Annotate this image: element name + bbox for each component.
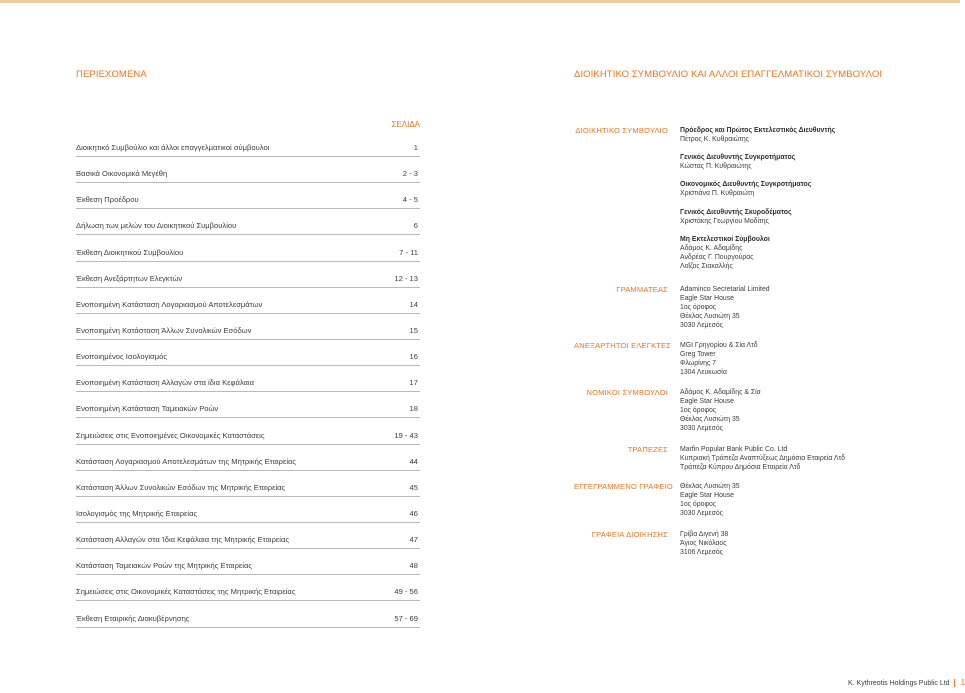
address-line: Αδάμος Κ. Αδαμίδης & Σία [680,389,761,396]
board-role: Γενικός Διευθυντής Συγκροτήματος [680,154,796,162]
auditors-label: ΑΝΕΞΑΡΤΗΤΟΙ ΕΛΕΓΚΤΕΣ [574,341,672,350]
toc-row[interactable] [76,191,420,209]
toc-entry-title: Κατάσταση Λογαριασμού Αποτελεσμάτων της Μητρικής Εταιρείας [76,456,297,466]
board-member-name: Χριστιάνα Π. Κυθραιώτη [680,190,755,198]
top-accent-rule [0,0,960,3]
toc-row[interactable] [76,139,420,157]
board-member-name: Ανδρέας Γ. Πουργούρας [680,253,754,261]
toc-row[interactable] [76,348,420,366]
address-line: 3106 Λεμεσός [680,549,723,557]
toc-row[interactable] [76,531,420,549]
toc-entry-page: 19 - 43 [394,430,418,440]
registered-office-section [574,482,874,518]
secretary-address [680,285,770,330]
toc-entry-page: 47 [409,535,418,545]
address-line: Θέκλας Λυσιώτη 35 [680,313,740,321]
table-of-contents [76,120,420,628]
toc-entry-title: Έκθεση Προέδρου [76,195,139,205]
toc-row[interactable] [76,322,420,340]
address-line: Marfin Popular Bank Public Co. Ltd [680,446,788,453]
toc-entry-title: Σημειώσεις στις Οικονομικές Καταστάσεις της Μητρικής Εταιρείας [76,587,296,597]
legal-address [680,388,761,433]
toc-entry-title: Κατάσταση Ταμειακών Ροών της Μητρικής Εταιρείας [76,561,253,571]
auditors-address [680,341,758,377]
address-line: MGI Γρηγορίου & Σία Λτδ [680,342,758,349]
toc-entry-title: Έκθεση Ανεξάρτητων Ελεγκτών [76,273,183,283]
toc-row[interactable] [76,244,420,262]
toc-entry-page: 44 [409,456,418,466]
banks-section [574,445,874,472]
board-member-name: Λοΐζος Σιακαλλής [680,263,733,271]
address-line: Greg Tower [680,351,716,359]
address-line: 3030 Λεμεσός [680,322,723,330]
address-line: 1ος όροφος [680,501,717,509]
toc-entry-page: 57 - 69 [394,613,418,623]
toc-entry-page: 14 [409,299,418,309]
toc-row[interactable] [76,479,420,497]
head-office-label: ΓΡΑΦΕΙΑ ΔΙΟΙΚΗΣΗΣ [591,530,668,539]
toc-entry-page: 46 [409,508,418,518]
secretary-label: ΓΡΑΜΜΑΤΕΑΣ [616,285,668,294]
toc-entry-page: 12 - 13 [394,273,418,283]
secretary-section [574,285,874,330]
footer-company: K. Kythreotis Holdings Public Ltd [848,680,950,687]
toc-row[interactable] [76,296,420,314]
toc-entry-title: Δήλωση των μελών του Διοικητικού Συμβουλίου [76,221,237,231]
toc-entry-page: 7 - 11 [399,247,418,257]
board-label: ΔΙΟΙΚΗΤΙΚΟ ΣΥΜΒΟΥΛΙΟ [575,126,668,135]
address-line: 1ος όροφος [680,304,717,312]
toc-row[interactable] [76,217,420,235]
address-line: Κυπριακή Τράπεζα Αναπτύξεως Δημόσια Εταιρεία Λτδ [680,455,845,463]
address-line: Άγιος Νικόλαος [680,540,727,548]
registered-office-address [680,482,740,518]
toc-entry-title: Ενοποιημένη Κατάσταση Ταμειακών Ροών [76,404,219,414]
board-section [574,126,874,271]
page-column-label: ΣΕΛΙΔΑ [391,120,420,129]
address-line: Θέκλας Λυσιώτη 35 [680,483,740,490]
toc-entry-title: Έκθεση Διοικητικού Συμβουλίου [76,247,184,257]
legal-section [574,388,874,433]
toc-entry-page: 16 [409,352,418,362]
toc-entry-title: Διοικητικό Συμβούλιο και άλλοι επαγγελματικοί σύμβουλοι [76,143,270,152]
toc-row[interactable] [76,557,420,575]
spacer [680,199,835,208]
address-line: Τράπεζα Κύπρου Δημόσια Εταιρεία Λτδ [680,464,801,472]
toc-entry-title: Σημειώσεις στις Ενοποιημένες Οικονομικές Καταστάσεις [76,430,265,440]
toc-entry-page: 49 - 56 [394,587,418,597]
toc-entry-title: Ισολογισμός της Μητρικής Εταιρείας [76,508,198,518]
toc-row[interactable] [76,453,420,471]
head-office-address [680,530,728,557]
toc-row[interactable] [76,270,420,288]
address-line: Adaminco Secretarial Limited [680,286,770,293]
address-line: Eagle Star House [680,398,735,406]
registered-office-label: ΕΓΓΕΓΡΑΜΜΕΝΟ ΓΡΑΦΕΙΟ [574,482,673,491]
toc-entry-page: 6 [413,221,418,231]
address-line: 3030 Λεμεσός [680,425,723,433]
toc-entry-title: Ενοποιημένη Κατάσταση Άλλων Συνολικών Εσόδων [76,325,252,335]
toc-entry-title: Βασικά Οικονομικά Μεγέθη [76,169,168,179]
toc-entry-page: 18 [409,404,418,414]
address-line: Θέκλας Λυσιώτη 35 [680,416,740,424]
toc-entry-page: 4 - 5 [402,195,418,205]
spacer [680,144,835,153]
toc-entry-page: 17 [409,378,418,388]
board-role: Μη Εκτελεστικοί Σύμβουλοι [680,235,770,243]
board-members [680,126,835,271]
toc-row[interactable] [76,610,420,628]
board-member-name: Αδάμος Κ. Αδαμίδης [680,244,743,252]
toc-entry-title: Ενοποιημένη Κατάσταση Αλλαγών στα ίδια Κεφάλαια [76,378,255,388]
address-line: 3030 Λεμεσός [680,510,723,518]
toc-entry-page: 1 [413,143,418,152]
toc-entry-title: Ενοποιημένος Ισολογισμός [76,352,168,362]
board-role: Πρόεδρος και Πρώτος Εκτελεστικός Διευθυντής [680,127,836,134]
toc-row[interactable] [76,400,420,418]
toc-row[interactable] [76,583,420,601]
board-role: Γενικός Διευθυντής Σκυροδέματος [680,208,792,216]
spacer [680,171,835,180]
board-member-name: Πέτρος Κ. Κυθραιώτης [680,136,749,144]
toc-row[interactable] [76,505,420,523]
footer-divider [954,679,955,687]
toc-row[interactable] [76,374,420,392]
toc-entry-title: Κατάσταση Άλλων Συνολικών Εσόδων της Μητρικής Εταιρείας [76,482,286,492]
toc-entry-title: Ενοποιημένη Κατάσταση Λογαριασμού Αποτελεσμάτων [76,299,263,309]
board-member-name: Χριστάκης Γεωργίου Μοδίτης [680,217,769,225]
toc-row[interactable] [76,427,420,445]
address-line: Γρίβα Διγενή 38 [680,531,729,538]
board-heading: ΔΙΟΙΚΗΤΙΚΟ ΣΥΜΒΟΥΛΙΟ ΚΑΙ ΑΛΛΟΙ ΕΠΑΓΓΕΛΜΑΤΙΚΟΙ ΣΥΜΒΟΥΛΟΙ [574,69,883,80]
address-line: 1304 Λευκωσία [680,369,727,377]
address-line: Eagle Star House [680,295,735,303]
legal-label: ΝΟΜΙΚΟΙ ΣΥΜΒΟΥΛΟΙ [586,388,668,397]
auditors-section [574,341,874,377]
banks-label: ΤΡΑΠΕΖΕΣ [627,445,668,454]
toc-entry-page: 45 [409,482,418,492]
page-number: 1 [960,678,965,687]
board-role: Οικονομικός Διευθυντής Συγκροτήματος [680,181,812,189]
head-office-section [574,530,874,557]
banks-list [680,445,845,472]
toc-entry-page: 48 [409,561,418,571]
toc-row[interactable] [76,165,420,183]
address-line: 1ος όροφος [680,407,717,415]
toc-entry-page: 2 - 3 [402,169,418,179]
toc-entry-title: Έκθεση Εταιρικής Διακυβέρνησης [76,613,190,623]
page-footer [848,678,965,687]
toc-entry-title: Κατάσταση Αλλαγών στα Ίδια Κεφάλαια της Μητρικής Εταιρείας [76,535,290,545]
toc-entry-page: 15 [409,325,418,335]
address-line: Eagle Star House [680,492,735,500]
board-member-name: Κώστας Π. Κυθραιώτης [680,163,752,171]
address-line: Φλωρίνης 7 [680,360,717,368]
spacer [680,226,835,235]
toc-heading: ΠΕΡΙΕΧΟΜΕΝΑ [76,69,147,80]
